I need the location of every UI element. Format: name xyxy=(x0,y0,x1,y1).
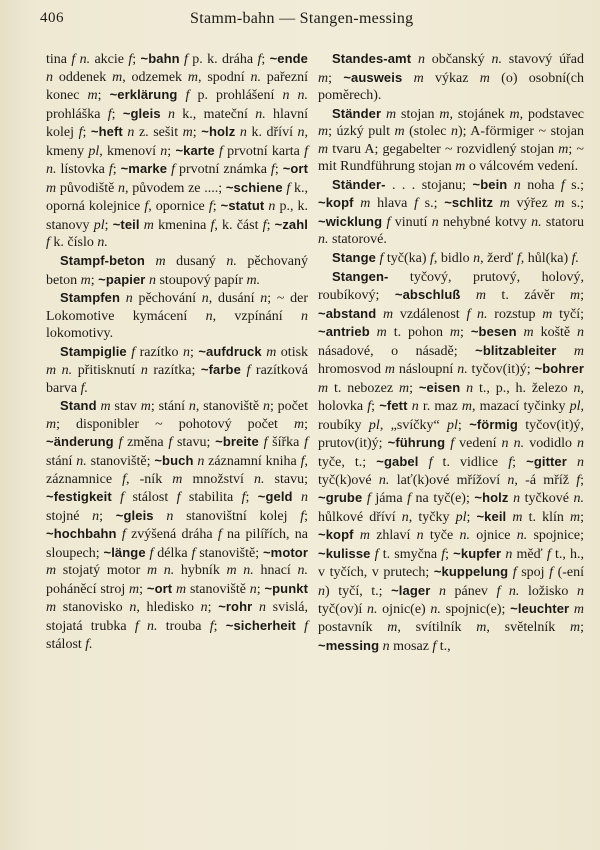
dictionary-entry: Stampfen n pěchování n, dusání n; ~ der Lokomotive kymácení n, vzpínání n lokomotivy. xyxy=(46,290,308,342)
running-head: Stamm-bahn — Stangen-messing xyxy=(190,10,414,27)
dictionary-entry: Stange f tyč(ka) f, bidlo n, žerď f, hůl(ka) f. xyxy=(332,250,580,267)
dictionary-entry: Stand m stav m; stání n, stanoviště n; počet m; disponibler ~ pohotový počet m; ~änderung f změna f stavu; ~breite f šířka f stání n. stanoviště; ~buch n záznamní kniha f, záznamnice f, -ník m množství n. stavu; ~festigkeit f stálost f stabilita f; ~geld n stojné n; ~gleis n stanovištní kolej f; ~hochbahn f zvýšená dráha f na pilířích, na sloupech; ~länge f délka f stanoviště; ~motor m stojatý motor m n. hybník m n. hnací n. poháněcí stroj m; ~ort m stanoviště n; ~punkt m stanovisko n, hledisko n; ~rohr n svislá, stojatá trubka f n. trouba f; ~sicherheit f stálost f. xyxy=(46,398,309,652)
dictionary-entry: Standes-amt n občanský n. stavový úřad m; ~ausweis m výkaz m (o) osobní(ch poměrech). xyxy=(318,51,585,104)
dictionary-entry: Stampf-beton m dusaný n. pěchovaný beton m; ~papier n stoupový papír m. xyxy=(46,253,308,288)
page-number: 406 xyxy=(40,10,64,26)
dictionary-entry: Stampiglie f razítko n; ~aufdruck m otisk m n. přitisknutí n razítka; ~farbe f razítková barva f. xyxy=(46,343,309,396)
dictionary-entry: Ständer- . . . stojanu; ~bein n noha f s.; ~kopf m hlava f s.; ~schlitz m výřez m s.; ~wicklung f vinutí n nehybné kotvy n. statoru n. statorové. xyxy=(318,176,585,248)
page-header xyxy=(40,10,570,32)
left-column xyxy=(46,50,308,653)
right-column xyxy=(318,50,584,655)
dictionary-entry: tina f n. akcie f; ~bahn f p. k. dráha f; ~ende n oddenek m, odzemek m, spodní n. pařezní konec m; ~erklärung f p. prohlášení n n. prohláška f; ~gleis n k., mateční n. hlavní kolej f; ~heft n z. sešit m; ~holz n k. dříví n, kmeny pl, kmenoví n; ~karte f prvotní karta f n. lístovka f; ~marke f prvotní známka f; ~ort m původiště n, původem ze ....; ~schiene f k., oporná kolejnice f, opornice f; ~statut n p., k. stanovy pl; ~teil m kmenina f, k. část f; ~zahl f k. číslo n. xyxy=(46,51,309,251)
dictionary-entry: Stangen- tyčový, prutový, holový, roubíkový; ~abschluß m t. závěr m; ~abstand m vzdálenost f n. rozstup m tyčí; ~antrieb m t. pohon m; ~besen m koště n násadové, o násadě; ~blitzableiter m hromosvod m násloupní n. tyčov(it)ý; ~bohrer m t. nebozez m; ~eisen n t., p., h. železo n, holovka f; ~fett n r. maz m, mazací tyčinky pl, roubíky pl, „svíčky“ pl; ~förmig tyčov(it)ý, prutov(it)ý; ~führung f vedení n n. vodidlo n tyče, t.; ~gabel f t. vidlice f; ~gitter n tyč(k)ové n. lať(k)ové mřížoví n, -á mříž f; ~grube f jáma f na tyč(e); ~holz n tyčkové n. hůlkové dříví n, tyčky pl; ~keil m t. klín m; ~kopf m zhlaví n tyče n. ojnice n. spojnice; ~kulisse f t. smyčna f; ~kupfer n měď f t., h., v tyčích, v prutech; ~kuppelung f spoj f (-ení n) tyčí, t.; ~lager n pánev f n. ložisko n tyč(ov)í n. ojnic(e) n. spojnic(e); ~leuchter m postavník m, svítilník m, světelník m; ~messing n mosaz f t., xyxy=(318,268,585,654)
dictionary-entry: Ständer m stojan m, stojánek m, podstavec m; úzký pult m (stolec n); A-förmiger ~ stojan m tvaru A; gegabelter ~ rozvidlený stojan m; ~ mit Rundführung stojan m o válcovém vedení. xyxy=(318,105,585,175)
